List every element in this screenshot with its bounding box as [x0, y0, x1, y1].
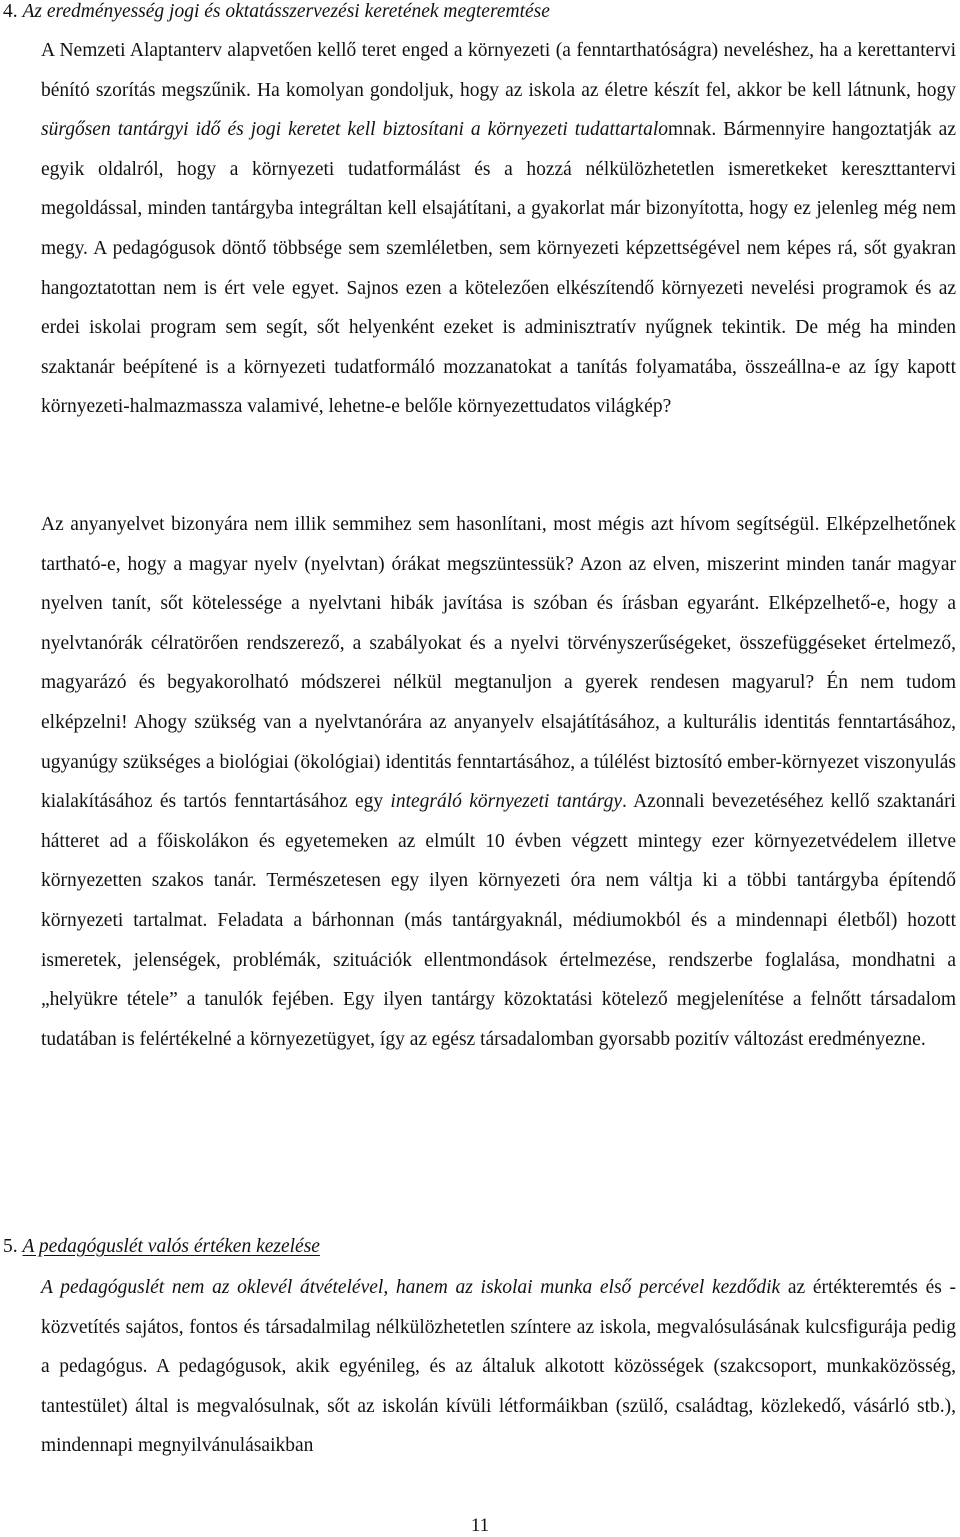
section-heading [3, 1235, 320, 1259]
paragraph-text: mnak. Bármennyire hangoztatják az egyik oldalról, hogy a környezeti tudatformálást és a hozzá nélkülözhetetlen ismeretkeket kereszttantervi megoldással, minden tantárgyba integráltan kell elsajátítani, a gyakorlat már bizonyította, hogy ez jelenleg még nem megy. A pedagógusok döntő többsége sem szemléletben, sem környezeti képzettségével nem képes rá, sőt gyakran hangoztatottan nem is ért vele egyet. Sajnos ezen a kötelezően elkészítendő környezeti nevelési programok és az erdei iskolai program sem segít, sőt helyenként ezeket is adminisztratív nyűgnek tekintik. De még ha minden szaktanár beépítené is a környezeti tudatformáló mozzanatokat a tanítás folyamatába, összeállna-e az így kapott környezeti-halmazmassza valamivé, lehetne-e belőle környezettudatos világkép? [41, 119, 956, 418]
section-number: 4. [3, 1, 18, 22]
emphasized-text: A pedagóguslét nem az oklevél átvételével, hanem az iskolai munka első percével kezdődik [41, 1277, 781, 1298]
paragraph-text: . Azonnali bevezetéséhez kellő szaktanári hátteret ad a főiskolákon és egyetemeken az elmúlt 10 évben végzett mintegy ezer környezetvédelem illetve környezetten szakos tanár. Természetesen egy ilyen környezeti óra nem váltja ki a többi tantárgyba építendő környezeti tartalmat. Feladata a bárhonnan (más tantárgyaknál, médiumokból és a mindennapi életből) hozott ismeretek, jelenségek, problémák, szituációk ellentmondások értelmezése, rendszerbe foglalása, mondhatni a „helyükre tétele” a tanulók fejében. Egy ilyen tantárgy közoktatási kötelező megjelenítése a felnőtt társadalom tudatában is felértékelné a környezetügyet, így az egész társadalomban gyorsabb pozitív változást eredményezne. [41, 791, 956, 1050]
section-number: 5. [3, 1236, 18, 1257]
section-title: Az eredményesség jogi és oktatásszervezési keretének megteremtése [22, 1, 550, 22]
emphasized-text: sürgősen tantárgyi idő és jogi keretet kell biztosítani a környezeti tudattartalo [41, 119, 668, 141]
emphasized-text: integráló környezeti tantárgy [390, 791, 622, 813]
section-heading [3, 0, 550, 24]
paragraph-text: az értékteremtés és -közvetítés sajátos, fontos és társadalmilag nélkülözhetetlen színtere az iskola, megvalósulásának kulcsfigurája pedig a pedagógus. A pedagógusok, akik egyénileg, és az általuk alkotott közösségek (szakcsoport, munkaközösség, tantestület) által is megvalósulnak, sőt az iskolán kívüli létformáikban (szülő, családtag, közlekedő, vásárló stb.), mindennapi megnyilvánulásaikban [41, 1277, 956, 1457]
page-number: 11 [470, 1515, 490, 1536]
paragraph [41, 1268, 956, 1466]
section-title: A pedagóguslét valós értéken kezelése [22, 1236, 320, 1257]
paragraph [41, 31, 956, 427]
paragraph-text: Az anyanyelvet bizonyára nem illik semmihez sem hasonlítani, most mégis azt hívom segítségül. Elképzelhetőnek tartható-e, hogy a magyar nyelv (nyelvtan) órákat megszüntessük? Azon az elven, miszerint minden tanár magyar nyelven tanít, sőt kötelessége a nyelvtani hibák javítása is szóban és írásban egyaránt. Elképzelhető-e, hogy a nyelvtanórák célratörően rendszerező, a szabályokat és a nyelvi törvényszerűségeket, összefüggéseket értelmező, magyarázó és begyakorolható módszerei nélkül megtanuljon a gyerek rendesen magyarul? Én nem tudom elképzelni! Ahogy szükség van a nyelvtanórára az anyanyelv elsajátításához, a kulturális identitás fenntartásához, ugyanúgy szükséges a biológiai (ökológiai) identitás fenntartásához, a túlélést biztosító ember-környezet viszonyulás kialakításához és tartós fenntartásához egy [41, 514, 956, 813]
paragraph [41, 505, 956, 1059]
paragraph-text: A Nemzeti Alaptanterv alapvetően kellő teret enged a környezeti (a fenntarthatóságra) neveléshez, ha a kerettantervi bénító szorítás megszűnik. Ha komolyan gondoljuk, hogy az iskola az életre készít fel, akkor be kell látnunk, hogy [41, 40, 956, 101]
